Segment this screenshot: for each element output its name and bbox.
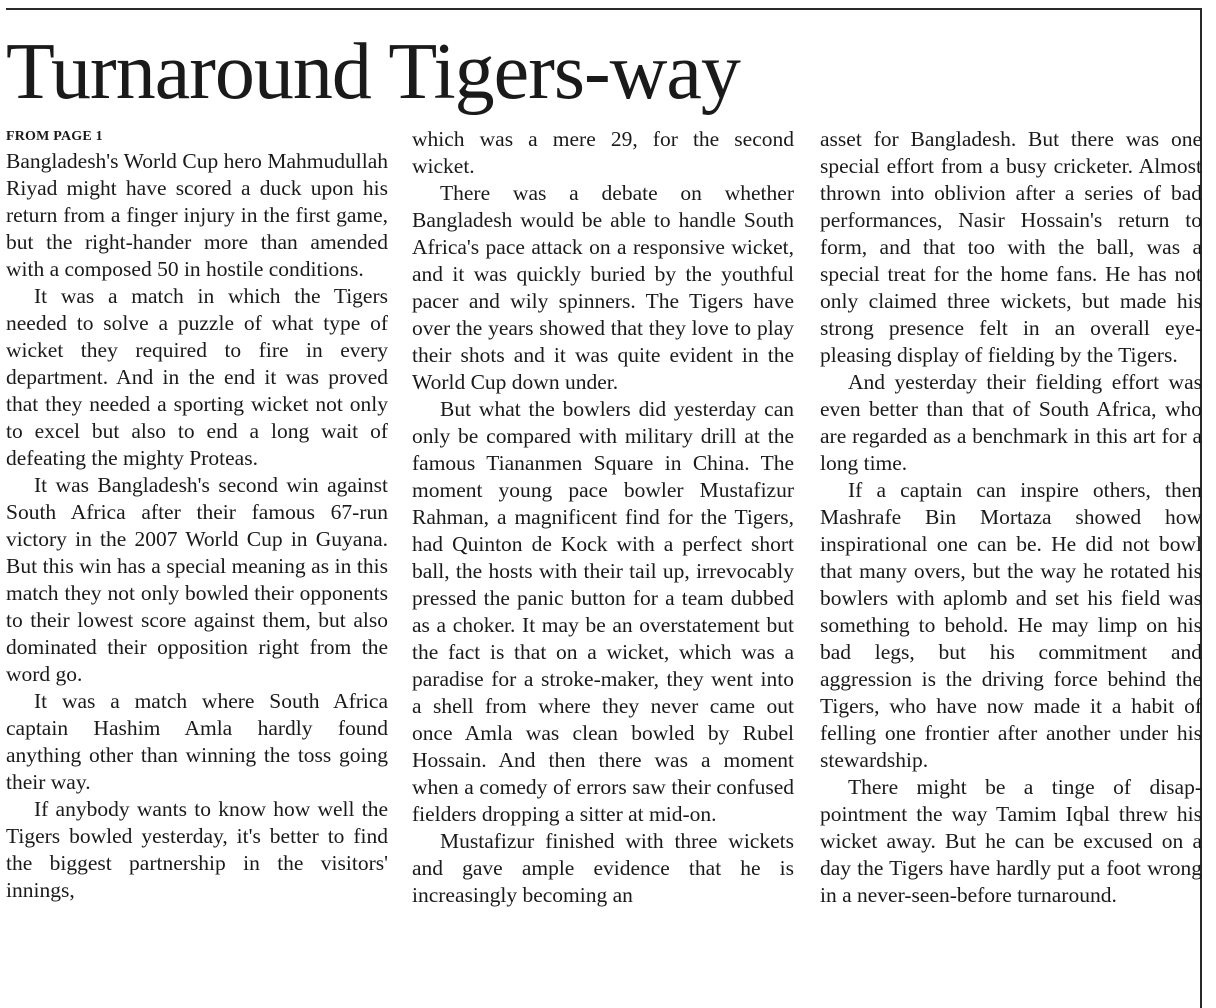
dateline: FROM PAGE 1	[6, 129, 103, 144]
column-1	[6, 126, 388, 1006]
paragraph: There might be a tinge of disappointment the way Tamim Iqbal threw his wicket away. But he can be excused on a day the Tigers have hardly put a foot wrong in a never-seen-before turnaround.	[820, 775, 1202, 907]
paragraph: If a captain can inspire others, then Mashrafe Bin Mortaza showed how inspirational one can be. He did not bowl that many overs, but the way he rotated his bowlers with aplomb and set his field was something to behold. He may limp on his bad legs, but his commitment and aggression is the driving force behind the Tigers, who have now made it a habit of felling one frontier after another under his stewardship.	[820, 478, 1202, 772]
paragraph: Mustafizur finished with three wickets and gave ample evidence that he is increasingly becoming an	[412, 829, 794, 907]
paragraph: It was Bangladesh's second win against South Africa after their famous 67-run victory in the 2007 World Cup in Guyana. But this win has a special meaning as in this match they not only bowled their opponents to their lowest score against them, but also dominated their opposition right from the word go.	[6, 473, 388, 686]
paragraph: But what the bowlers did yesterday can only be compared with military drill at the famous Tiananmen Square in China. The moment young pace bowler Mustafizur Rahman, a magnificent find for the Tigers, had Quinton de Kock with a perfect short ball, the hosts with their tail up, irrevocably pressed the panic button for a team dubbed as a choker. It may be an overstatement but the fact is that on a wicket, which was a paradise for a stroke-maker, they went into a shell from where they never came out once Amla was clean bowled by Rubel Hossain. And then there was a moment when a comedy of errors saw their confused fielders dropping a sitter at mid-on.	[412, 397, 794, 826]
paragraph: There was a debate on whether Bangladesh would be able to handle South Africa's pace attack on a responsive wicket, and it was quickly buried by the youthful pacer and wily spinners. The Tigers have over the years showed that they love to play their shots and it was quite evident in the World Cup down under.	[412, 181, 794, 394]
column-3	[820, 126, 1202, 1006]
paragraph: which was a mere 29, for the second wicket.	[412, 127, 794, 178]
paragraph: It was a match in which the Tigers needed to solve a puzzle of what type of wicket they required to fire in every department. And in the end it was proved that they needed a sporting wicket not only to excel but also to end a long wait of defeating the mighty Proteas.	[6, 284, 388, 470]
paragraph: Bangladesh's World Cup hero Mahmudullah Riyad might have scored a duck upon his return from a finger injury in the first game, but the right-hander more than amended with a composed 50 in hostile conditions.	[6, 149, 388, 281]
paragraph: And yesterday their fielding effort was even better than that of South Africa, who are regarded as a benchmark in this art for a long time.	[820, 370, 1202, 475]
headline: Turnaround Tigers-way	[6, 28, 740, 116]
paragraph: If anybody wants to know how well the Tigers bowled yesterday, it's better to find the biggest partnership in the visitors' innings,	[6, 797, 388, 902]
top-rule	[6, 8, 1202, 10]
paragraph: asset for Bangladesh. But there was one special effort from a busy cricketer. Almost thrown into oblivion after a series of bad performances, Nasir Hossain's return to form, and that too with the ball, was a special treat for the home fans. He has not only claimed three wickets, but made his strong presence felt in an overall eye-pleasing display of fielding by the Tigers.	[820, 127, 1202, 367]
column-2	[412, 126, 794, 1006]
paragraph: It was a match where South Africa captain Hashim Amla hardly found anything other than winning the toss going their way.	[6, 689, 388, 794]
